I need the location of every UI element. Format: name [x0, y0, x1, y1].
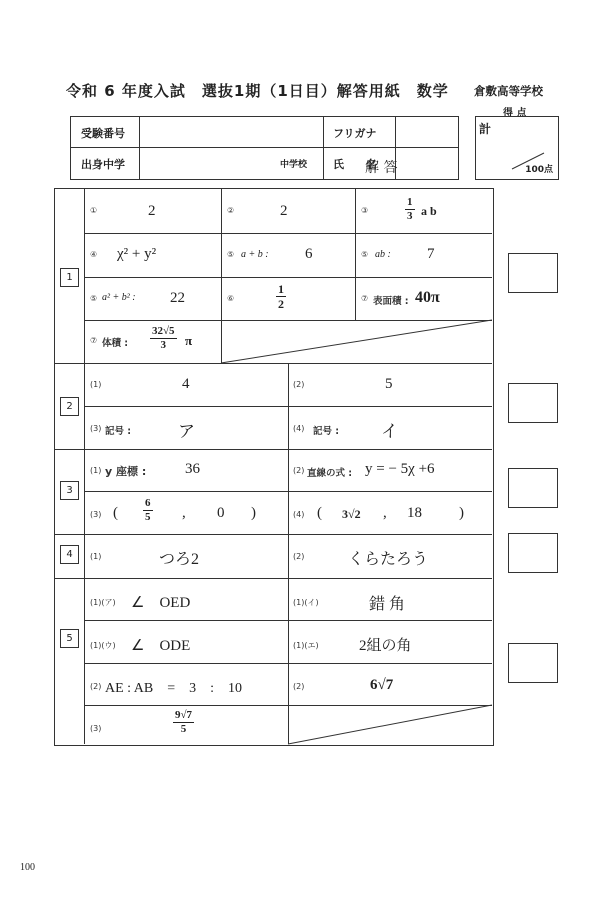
section-number-1: 1	[60, 268, 79, 287]
section-number-5: 5	[60, 629, 79, 648]
q3-4-close: )	[459, 505, 464, 521]
info-table	[70, 116, 459, 180]
q3-2-prefix: 直線の式 :	[307, 468, 353, 479]
q1-3-numerator: 1	[407, 196, 413, 208]
q1-2-label: ②	[227, 206, 235, 215]
q2-1-answer: 4	[182, 376, 190, 392]
middle-school-suffix: 中学校	[280, 160, 308, 170]
q1-7a-prefix: 表面積 :	[373, 296, 409, 307]
page-title: 令和 6 年度入試 選抜1期（1日目）解答用紙 数学	[66, 82, 449, 100]
exam-number-field[interactable]	[141, 117, 321, 146]
q3-1-label: (1)	[90, 466, 102, 475]
section5-diagonal	[288, 705, 492, 744]
q1-3-label: ③	[361, 206, 369, 215]
section2-score-box[interactable]	[508, 383, 558, 423]
answer-table	[54, 188, 494, 746]
q1-4-answer: χ² + y²	[117, 246, 157, 262]
q2-2-answer: 5	[385, 376, 393, 392]
q1-7a-answer: 40π	[415, 289, 440, 306]
q1-5b-answer: 7	[427, 246, 435, 262]
q2-4-label: (4)	[293, 424, 305, 433]
q1-1-label: ①	[90, 206, 98, 215]
q3-4-label: (4)	[293, 510, 305, 519]
q5-1c-label: (1)(ウ)	[90, 641, 116, 650]
q1-5c-answer: 22	[170, 290, 185, 306]
q3-3-numerator: 6	[145, 497, 151, 509]
q1-6-denominator: 2	[278, 297, 284, 311]
q5-3-denominator: 5	[180, 723, 187, 735]
total-label: 計	[479, 122, 492, 136]
q4-1-answer: つろ2	[159, 551, 200, 568]
q1-7a-label: ⑦	[361, 294, 369, 303]
q5-2a-answer: AE : AB = 3 : 10	[105, 681, 243, 696]
name-label: 氏 名	[333, 158, 377, 171]
q1-5c-label: ⑤	[90, 294, 98, 303]
q3-3-open: (	[113, 505, 118, 521]
q5-2b-answer: 6√7	[370, 677, 394, 693]
q1-5a-answer: 6	[305, 246, 313, 262]
section-number-2: 2	[60, 397, 79, 416]
q3-4-first: 3√2	[342, 507, 361, 521]
school-from-label: 出身中学	[81, 158, 125, 171]
q1-4-label: ④	[90, 250, 98, 259]
furigana-field[interactable]	[397, 117, 457, 146]
q5-2b-label: (2)	[293, 682, 305, 691]
q5-1d-label: (1)(エ)	[293, 641, 319, 650]
q5-1b-label: (1)(イ)	[293, 598, 319, 607]
q1-5a-label: ⑤	[227, 250, 235, 259]
q3-2-label: (2)	[293, 466, 305, 475]
q5-1a-answer: ∠ OED	[131, 595, 191, 611]
q1-2-answer: 2	[280, 203, 288, 219]
q5-1d-answer: 2組の角	[359, 638, 412, 654]
q1-5c-prefix: a² + b² :	[102, 292, 136, 303]
q5-2a-label: (2)	[90, 682, 102, 691]
q3-4-open: (	[317, 505, 322, 521]
q2-3-label: (3)	[90, 424, 102, 433]
q2-2-label: (2)	[293, 380, 305, 389]
q1-6-numerator: 1	[278, 282, 284, 296]
section3-score-box[interactable]	[508, 468, 558, 508]
score-label: 得 点	[503, 108, 527, 119]
section-number-3: 3	[60, 481, 79, 500]
q3-3-fraction	[143, 498, 153, 523]
q5-1c-answer: ∠ ODE	[131, 638, 191, 654]
q1-7b-label: ⑦	[90, 336, 98, 345]
q5-1b-answer: 錯 角	[369, 596, 406, 613]
section1-score-box[interactable]	[508, 253, 558, 293]
q3-1-prefix: y 座標 :	[105, 465, 147, 478]
q1-5b-label: ⑤	[361, 250, 369, 259]
q5-3-label: (3)	[90, 724, 102, 733]
section-number-4: 4	[60, 545, 79, 564]
q3-1-answer: 36	[185, 461, 200, 477]
q3-4-second: 18	[407, 505, 422, 521]
q2-3-prefix: 記号 :	[105, 426, 132, 437]
max-score: 100点	[525, 165, 553, 175]
q3-2-answer: y = − 5χ +6	[365, 461, 435, 477]
q1-3-suffix: a b	[421, 204, 437, 218]
q1-3-fraction	[405, 197, 415, 222]
q3-3-denominator: 5	[145, 511, 151, 523]
q2-1-label: (1)	[90, 380, 102, 389]
q1-7b-suffix: π	[185, 333, 193, 348]
q1-5a-prefix: a + b :	[241, 249, 269, 260]
total-score-box[interactable]	[475, 116, 559, 180]
q4-2-answer: くらたろう	[348, 551, 429, 568]
q2-4-prefix: 記号 :	[313, 426, 340, 437]
exam-number-label: 受験番号	[81, 127, 125, 140]
q3-3-comma: ,	[182, 505, 186, 521]
q1-3-denominator: 3	[407, 210, 413, 222]
q4-2-label: (2)	[293, 552, 305, 561]
q1-7b-fraction	[150, 326, 177, 351]
q4-1-label: (1)	[90, 552, 102, 561]
q1-7b-numerator: 32√5	[152, 325, 175, 337]
q5-1a-label: (1)(ア)	[90, 598, 116, 607]
q1-1-answer: 2	[148, 203, 156, 219]
name-value: 解 答	[365, 160, 398, 176]
q5-3-numerator: 9√7	[175, 709, 193, 721]
q3-3-label: (3)	[90, 510, 102, 519]
q3-4-comma: ,	[383, 505, 387, 521]
school-name: 倉敷高等学校	[474, 84, 543, 98]
page-number: 100	[20, 862, 35, 873]
q1-6-label: ⑥	[227, 294, 235, 303]
section1-diagonal	[221, 320, 492, 363]
q5-3-fraction	[173, 710, 194, 735]
q1-7b-denominator: 3	[160, 339, 167, 351]
q1-6-fraction	[276, 283, 286, 310]
furigana-label: フリガナ	[333, 127, 377, 140]
q3-3-second: 0	[217, 505, 225, 521]
section4-score-box[interactable]	[508, 533, 558, 573]
q2-4-answer: イ	[381, 422, 398, 441]
q2-3-answer: ア	[178, 422, 195, 441]
q1-7b-prefix: 体積 :	[102, 338, 129, 349]
q3-3-close: )	[251, 505, 256, 521]
section5-score-box[interactable]	[508, 643, 558, 683]
q1-5b-prefix: ab :	[375, 249, 391, 260]
